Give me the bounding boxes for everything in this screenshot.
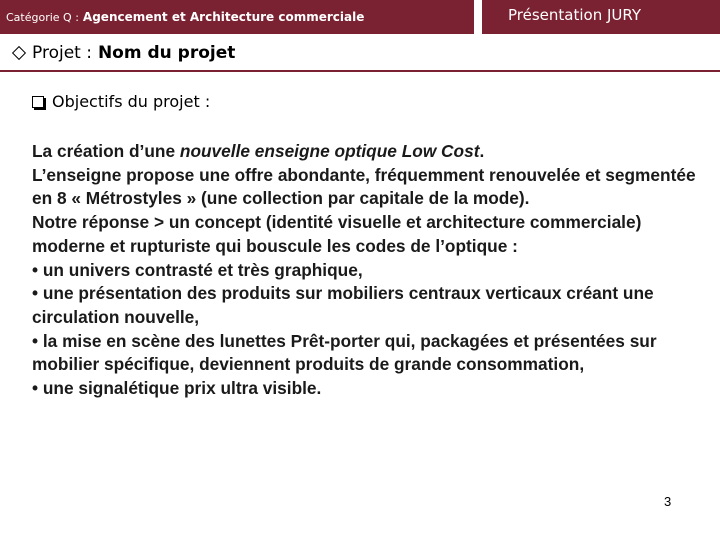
header-bar [0,0,720,34]
paragraph-response: Notre réponse > un concept (identité visuelle et architecture commerciale) moderne et rupturiste qui bouscule les codes de l’optique : [32,212,642,256]
bullet-item: • un univers contrasté et très graphique, [32,259,363,280]
bullet-item: • la mise en scène des lunettes Prêt-porter qui, packagées et présentées sur mobilier spécifique, deviennent produits de grande consommation, [32,330,657,375]
body-text [32,140,704,401]
category-name: Agencement et Architecture commerciale [82,10,365,24]
objectifs-heading [32,92,210,111]
diamond-bullet-icon [12,46,26,60]
projet-label: Projet : [32,43,92,63]
intro-text-italic: nouvelle enseigne optique Low Cost [179,141,480,161]
intro-text-start: La création d’une [32,141,180,161]
paragraph-offer: L’enseigne propose une offre abondante, fréquemment renouvelée et segmentée en 8 « Métrostyles » (une collection par capitale de la mode). [32,164,696,209]
objectifs-heading-text: Objectifs du projet : [52,92,211,111]
presentation-banner [482,0,720,34]
category-banner [0,0,474,34]
intro-text-end: . [479,141,485,161]
bullet-item: • une signalétique prix ultra visible. [32,378,322,399]
presentation-label: Présentation JURY [508,6,642,24]
projet-name: Nom du projet [97,43,236,63]
projet-line [8,40,235,66]
page-number: 3 [664,494,672,509]
checkbox-bullet-icon [32,96,44,108]
paragraph-intro [32,140,704,164]
category-prefix: Catégorie Q : [6,10,79,24]
bullet-item: • une présentation des produits sur mobiliers centraux verticaux créant une circulation nouvelle, [32,283,654,327]
header-divider [0,70,720,72]
